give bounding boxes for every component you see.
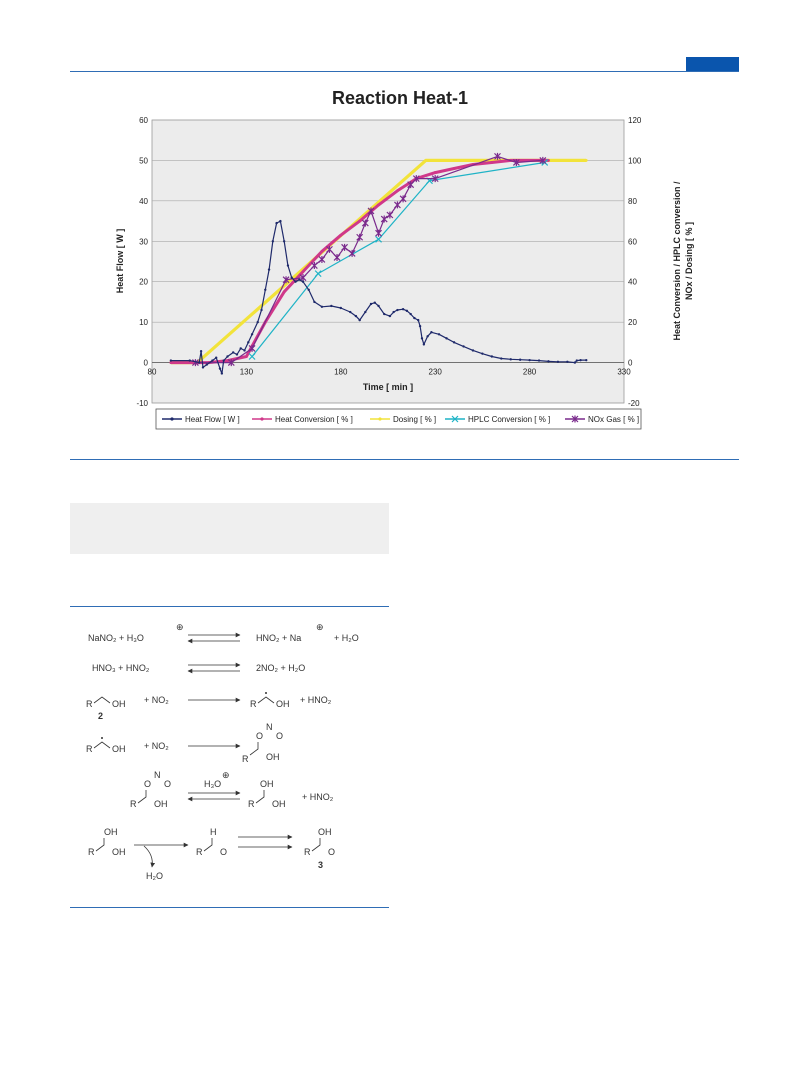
y-tick-label: 30	[139, 237, 148, 247]
data-point	[302, 270, 305, 273]
scheme-row-4	[86, 722, 283, 764]
row3-product-bonds	[258, 697, 274, 703]
data-point	[576, 359, 578, 361]
header-rule	[70, 71, 739, 72]
data-point	[272, 240, 274, 242]
data-point	[445, 337, 447, 339]
data-point	[574, 361, 576, 363]
x-tick-label: 330	[617, 367, 631, 377]
data-point	[490, 161, 493, 164]
data-point	[396, 189, 399, 192]
row4-product-n: N	[266, 722, 273, 732]
x-tick-label: 230	[428, 367, 442, 377]
section-rule-1	[70, 459, 739, 460]
data-point	[547, 360, 549, 362]
data-point	[206, 363, 208, 365]
row4-product-bonds	[250, 742, 258, 755]
data-point	[370, 303, 372, 305]
row5-right-oh1: OH	[260, 779, 274, 789]
row6-left-r: R	[88, 847, 95, 857]
data-point	[409, 313, 411, 315]
row2-reactants: HNO₃ + HNO₂	[92, 663, 150, 673]
y2-tick-label: 40	[628, 277, 637, 287]
data-point	[219, 367, 221, 369]
row5-right-oh2: OH	[272, 799, 286, 809]
data-point	[294, 281, 296, 283]
data-point	[392, 311, 394, 313]
x-tick-label: 130	[239, 367, 254, 377]
data-point	[423, 343, 425, 345]
data-point	[402, 308, 404, 310]
row6-left-oh1: OH	[104, 827, 118, 837]
data-point	[389, 315, 391, 317]
data-point	[417, 319, 419, 321]
data-point	[358, 319, 360, 321]
y-tick-label: 60	[139, 116, 148, 125]
data-point	[308, 289, 310, 291]
data-point	[419, 325, 421, 327]
legend-label: Dosing [ % ]	[393, 415, 437, 424]
data-point	[302, 281, 304, 283]
x-axis-label: Time [ min ]	[362, 382, 414, 392]
data-point	[291, 276, 293, 278]
data-point	[298, 278, 300, 280]
y-tick-label: -10	[136, 399, 148, 408]
right-axis-ticks	[628, 116, 642, 408]
row6-left-oh2: OH	[112, 847, 126, 857]
row5-reagent-charge: ⊕	[222, 770, 230, 780]
scheme-row-6	[88, 827, 335, 881]
data-point	[330, 305, 332, 307]
data-point	[349, 311, 351, 313]
data-point	[211, 359, 213, 361]
data-point	[226, 355, 228, 357]
y2-tick-label: 100	[628, 156, 642, 166]
data-point	[510, 358, 512, 360]
caption-box	[70, 503, 389, 554]
data-point	[287, 264, 289, 266]
legend-label: Heat Conversion [ % ]	[275, 415, 353, 424]
data-point	[243, 349, 245, 351]
data-point	[313, 301, 315, 303]
legend-label: Heat Flow [ W ]	[185, 415, 240, 424]
data-point	[264, 289, 266, 291]
data-point	[538, 359, 540, 361]
row6-acid-oh: OH	[318, 827, 332, 837]
row5-right-r: R	[248, 799, 255, 809]
row4-reagent: + NO₂	[144, 741, 169, 751]
data-point	[257, 321, 259, 323]
data-point	[245, 355, 248, 358]
y2-tick-label: 80	[628, 196, 637, 206]
legend-label: HPLC Conversion [ % ]	[468, 415, 551, 424]
y2-tick-label: 20	[628, 318, 637, 328]
scheme-row-5	[130, 770, 334, 809]
data-point	[491, 355, 493, 357]
row6-left-bonds	[96, 838, 104, 851]
x-tick-label: 280	[522, 367, 537, 377]
section-rule-3	[70, 907, 389, 908]
row5-left-o: O	[144, 779, 152, 789]
y2-tick-label: 120	[628, 116, 642, 125]
y-tick-label: 50	[139, 156, 148, 166]
y2-tick-label: -20	[628, 399, 640, 408]
data-point	[215, 357, 217, 359]
y2-axis-label-line2: NOx / Dosing [ % ]	[684, 221, 694, 301]
data-point	[202, 366, 204, 368]
reaction-scheme	[70, 615, 390, 900]
y-tick-label: 40	[139, 196, 148, 206]
data-point	[268, 268, 270, 270]
row3-product-oh: OH	[276, 699, 290, 709]
row6-aldehyde-bonds	[204, 838, 212, 851]
data-point	[283, 290, 286, 293]
row3-radical-dot	[265, 692, 267, 694]
scheme-row-1	[88, 622, 359, 643]
legend-marker	[170, 417, 173, 420]
data-point	[377, 305, 379, 307]
data-point	[200, 350, 202, 352]
data-point	[340, 307, 342, 309]
row4-radical-dot	[101, 737, 103, 739]
data-point	[321, 250, 324, 253]
data-point	[170, 359, 172, 361]
y2-axis-label-line1: Heat Conversion / HPLC conversion /	[672, 181, 682, 341]
row6-water: H₂O	[146, 871, 163, 881]
scheme-row-3	[86, 692, 332, 721]
data-point	[321, 306, 323, 308]
data-point	[275, 222, 277, 224]
row5-left-n: N	[154, 770, 161, 780]
data-point	[557, 361, 559, 363]
row1-reactant-charge: ⊕	[176, 622, 184, 632]
data-point	[421, 337, 423, 339]
data-point	[221, 372, 223, 374]
legend-label: NOx Gas [ % ]	[588, 415, 640, 424]
row3-oh: OH	[112, 699, 126, 709]
data-point	[189, 359, 191, 361]
row3-r: R	[86, 699, 93, 709]
data-point	[519, 359, 521, 361]
data-point	[355, 315, 357, 317]
row6-water-arrow	[144, 846, 152, 867]
data-point	[413, 317, 415, 319]
row5-left-r: R	[130, 799, 137, 809]
data-point	[585, 159, 588, 162]
data-point	[247, 341, 249, 343]
data-point	[383, 313, 385, 315]
data-point	[430, 331, 432, 333]
data-point	[406, 310, 408, 312]
data-point	[453, 167, 456, 170]
row6-acid-bonds	[312, 838, 320, 851]
data-point	[566, 361, 568, 363]
data-point	[528, 359, 530, 361]
data-point	[223, 359, 225, 361]
row4-product-r: R	[242, 754, 249, 764]
row5-left-bonds	[138, 790, 146, 803]
row4-r: R	[86, 744, 93, 754]
data-point	[396, 309, 398, 311]
row1-products: HNO₂ + Na	[256, 633, 302, 643]
data-point	[339, 234, 342, 237]
row6-aldehyde-r: R	[196, 847, 203, 857]
y-tick-label: 10	[139, 318, 148, 328]
y-axis-label: Heat Flow [ W ]	[115, 228, 125, 294]
data-point	[579, 359, 581, 361]
data-point	[283, 240, 285, 242]
data-point	[232, 351, 234, 353]
row5-reagent: H₃O	[204, 779, 222, 789]
row1-water: + H₂O	[334, 633, 359, 643]
y-tick-label: 0	[143, 358, 148, 368]
data-point	[358, 220, 361, 223]
row2-products: 2NO₂ + H₂O	[256, 663, 306, 673]
data-point	[472, 349, 474, 351]
row3-reagent: + NO₂	[144, 695, 169, 705]
row5-right-bonds	[256, 790, 264, 803]
row6-aldehyde-h: H	[210, 827, 217, 837]
row4-product-oh: OH	[266, 752, 280, 762]
row6-acid-r: R	[304, 847, 311, 857]
x-tick-label: 180	[334, 367, 348, 377]
data-point	[424, 159, 427, 162]
section-rule-2	[70, 606, 389, 607]
header-accent-block	[686, 57, 739, 71]
y2-tick-label: 60	[628, 237, 637, 247]
data-point	[198, 361, 200, 363]
row1-product-charge: ⊕	[316, 622, 324, 632]
row3-left-bonds	[94, 697, 110, 703]
data-point	[364, 311, 366, 313]
row4-left-bonds	[94, 742, 110, 748]
row3-product-r: R	[250, 699, 257, 709]
row5-left-o2: O	[164, 779, 172, 789]
data-point	[500, 357, 502, 359]
row4-product-o2: O	[276, 731, 284, 741]
left-axis-ticks	[136, 116, 148, 408]
chart-title: Reaction Heat-1	[331, 88, 469, 108]
scheme-row-2	[92, 663, 305, 673]
data-point	[426, 335, 428, 337]
data-point	[279, 220, 281, 222]
legend-marker	[260, 417, 263, 420]
row4-oh: OH	[112, 744, 126, 754]
row6-aldehyde-o: O	[220, 847, 228, 857]
row6-compound-label: 3	[318, 860, 324, 870]
data-point	[251, 333, 253, 335]
row1-reactants: NaNO₂ + H₃O	[88, 633, 144, 643]
data-point	[434, 171, 437, 174]
data-point	[240, 347, 242, 349]
y2-tick-label: 0	[628, 358, 633, 368]
reaction-heat-chart	[100, 80, 700, 460]
row4-product-o: O	[256, 731, 264, 741]
data-point	[585, 359, 587, 361]
data-point	[462, 345, 464, 347]
row6-acid-o: O	[328, 847, 336, 857]
data-point	[453, 341, 455, 343]
x-tick-label: 80	[147, 367, 157, 377]
legend-marker	[378, 417, 381, 420]
data-point	[260, 309, 262, 311]
row5-hno2: + HNO₂	[302, 792, 334, 802]
y-tick-label: 20	[139, 277, 148, 287]
row5-left-oh: OH	[154, 799, 168, 809]
data-point	[481, 352, 483, 354]
data-point	[438, 333, 440, 335]
data-point	[374, 302, 376, 304]
data-point	[377, 204, 380, 207]
row3-compound-label: 2	[98, 711, 104, 721]
row3-product-hno2: + HNO₂	[300, 695, 332, 705]
data-point	[236, 353, 238, 355]
